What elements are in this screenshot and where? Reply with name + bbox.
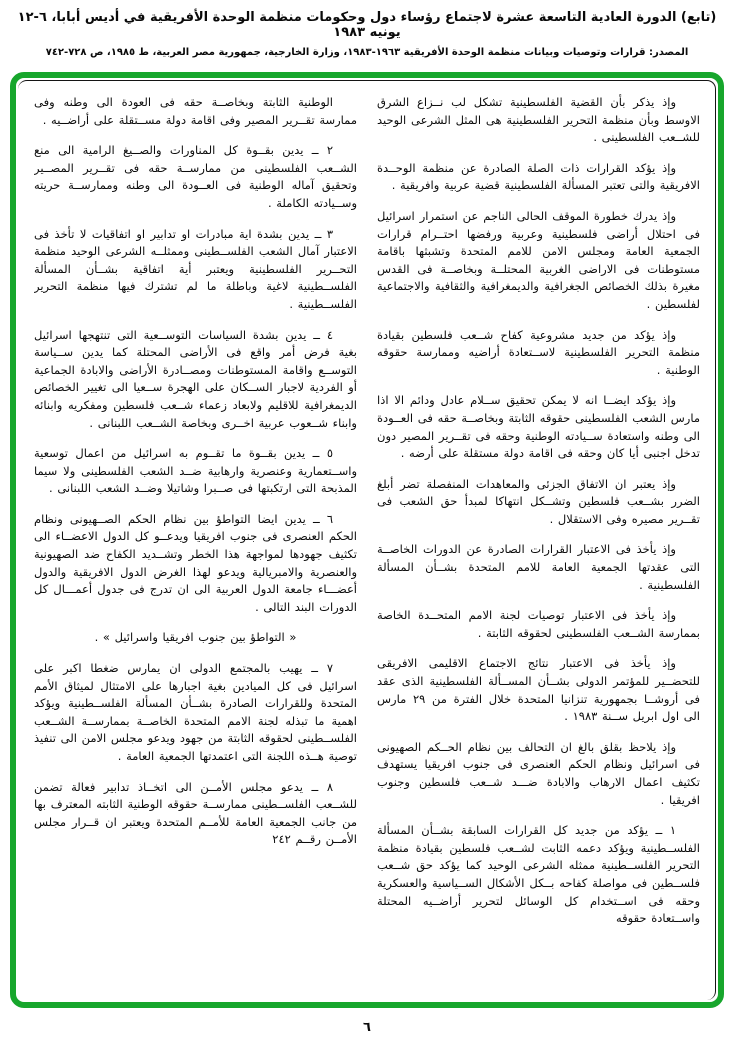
column-left [34,94,357,992]
paragraph: وإذ يعتبر ان الاتفاق الجزئى والمعاهدات المنفصلة تضر أبلغ الضرر بشــعب فلسطين وتشــكل انتهاكا لمبدأ حق الشعب فى تقــرير مصيره وفى الاستقلال . [377,476,700,526]
paragraph: ٦ ــ يدين ايضا التواطؤ بين نظام الحكم الصــهيونى ونظام الحكم العنصرى فى جنوب افريقيا ويدعــو كل الدول الاعضــاء الى تكثيف جهودها لمواجهة هذا الخطر وتشــديد الكفاح ضد الصهيونية والعنصرية والامبريالية ويدعو لهذا الغرض الدول الافريقية والدول أعضـــاء جامعة الدول العربية الى ان تدرج فى جدول أعمـــال كل الدورات البند التالى . [34,511,357,614]
green-border-frame [10,72,724,1008]
paragraph: وإذ يدرك خطورة الموقف الحالى الناجم عن استمرار اسرائيل فى احتلال أراضى فلسطينية وعربية ورفضها احتــرام قرارات الجمعية العامة ومجلس الامن للامم المتحدة وتشبثها باقامة مستوطنات فى الاراضى الغربية المحتلــة وبخاصــة فى القدس مغيرة بذلك الخصائص الجغرافية والديمغرافية والثقافية والاجتماعية لفلسطين . [377,208,700,311]
paragraph: وإذ يؤكد من جديد مشروعية كفاح شــعب فلسطين بقيادة منظمة التحرير الفلسطينية لاســتعادة أراضيه وممارسة حقوقه الوطنية . [377,327,700,377]
page-number: ٦ [363,1020,371,1035]
paragraph: ١ ــ يؤكد من جديد كل القرارات السابقة بشــأن المسألة الفلســطينية ويؤكد دعمه الثابت لشــعب فلسطين بقيادة منظمة التحرير الفلســطينية ممثله الشرعى الوحيد كما يؤكد حق شــعب فلســطين فى مواصلة كفاحه بــكل الأشكال الســياسية والعسكرية وحقه فى اســتخدام كل الوسائل لتحرير أراضــيه المحتلة واســتعادة حقوقه [377,823,700,926]
paragraph: ٤ ــ يدين بشدة السياسات التوســعية التى تنتهجها اسرائيل بغية فرض أمر واقع فى الأراضى المحتلة كما يدين ســياسة التوســع واقامة المستوطنات ومصــادرة الأراضى والابادة الجماعية أو الفردية لاجبار الســكان على الهجرة ســعيا الى تغيير الخصائص الديمغرافية للاقليم ولابعاد زعماء شــعب فلسطين ومفكريه وابنائه وابناء شــعوب عربية اخــرى وبخاصة الشــعب اللبنانى . [34,327,357,430]
paragraph: ٥ ــ يدين بقــوة ما تقــوم به اسرائيل من اعمال توسعية واســتعمارية وعنصرية وارهابية ضــد الشعب الفلسطينى ولا سيما المذبحة التى ارتكبتها فى صــبرا وشاتيلا وضــد الشعب اللبنانى . [34,446,357,496]
text-columns [34,94,700,992]
paragraph: وإذ يؤكد القرارات ذات الصلة الصادرة عن منظمة الوحــدة الافريقية والتى تعتبر المسألة الفلسطينية قضية عربية وافريقية . [377,160,700,193]
paragraph: ٧ ــ يهيب بالمجتمع الدولى ان يمارس ضغطا اكبر على اسرائيل فى كل الميادين بغية اجبارها على الامتثال لميثاق الأمم المتحدة وللقرارات الصادرة بشــأن المسألة الفلســطينية ويؤكد اهمية ما تبذله لجنة الامم المتحدة الخاصــة بممارســة الشــعب الفلســطينى لحقوقه الثابتة من جهود ويدعو مجلس الامن الى تنفيذ توصية هــذه اللجنة التى اعتمدتها الجمعية العامة . [34,661,357,763]
document-title: (تابع) الدورة العادية التاسعة عشرة لاجتماع رؤساء دول وحكومات منظمة الوحدة الأفريقية في أديس أبابا، ٦-١٢ يونيه ١٩٨٣ [17,10,717,40]
column-right [377,94,700,992]
paragraph: وإذ يأخذ فى الاعتبار نتائج الاجتماع الاقليمى الافريقى للتحضــير للمؤتمر الدولى بشــأن المســألة الفلسطينية الذى عقد فى أروشــا بجمهورية تنزانيا المتحدة خلال الفترة من ٢٩ مارس الى اول ابريل ســنة ١٩٨٣ . [377,656,700,724]
paragraph: وإذ يأخذ فى الاعتبار توصيات لجنة الامم المتحــدة الخاصة بممارسة الشــعب الفلسطينى لحقوقه الثابتة . [377,608,700,640]
document-source-line: المصدر: قرارات وتوصيات وبيانات منظمة الوحدة الأفريقية ١٩٦٣-١٩٨٣، وزارة الخارجية، جمهورية مصر العربية، ط ١٩٨٥، ص ٧٢٨-٧٤٢ [45,47,689,58]
paragraph: وإذ يؤكد ايضــا انه لا يمكن تحقيق ســلام عادل ودائم الا اذا مارس الشعب الفلسطينى حقوقه الثابتة وبخاصــة حقه فى العــودة الى وطنه واستعادة ســيادته الوطنية وحقه فى تقــرير المصير دون تدخل اجنبى أيا كان وحقه فى اقامة دولة مستقلة على أرضه . [377,393,700,461]
paragraph: « التواطؤ بين جنوب افريقيا واسرائيل » . [94,630,297,645]
paragraph: وإذ يلاحظ بقلق بالغ ان التحالف بين نظام الحــكم الصهيونى فى اسرائيل ونظام الحكم العنصرى فى جنوب افريقيا يستهدف تكثيف اعمال الارهاب والابادة ضـــد شــعب فلسطين وجنوب افريقيا . [377,739,700,807]
paragraph: وإذ يذكر بأن القضية الفلسطينية تشكل لب نــزاع الشرق الاوسط وبأن منظمة التحرير الفلسطينية هى المثل الشرعى الوحيد للشــعب الفلسطينى . [377,95,700,145]
paragraph: الوطنية الثابتة وبخاصــة حقه فى العودة الى وطنه وفى ممارسة تقــرير المصير وفى اقامة دولة مســتقلة على أراضــيه . [34,95,357,127]
page-header [0,0,734,58]
paragraph: ٢ ــ يدين بقــوة كل المناورات والصــيغ الرامية الى منع الشــعب الفلسطينى من ممارســة حقه فى تقــرير المصــير وتحقيق آماله الوطنية فى العــودة الى وطنه وممارســة حريته وســيادته الكاملة . [34,143,357,210]
paragraph: ٨ ــ يدعو مجلس الأمــن الى اتخــاذ تدابير فعالة تضمن للشــعب الفلســطينى ممارســة حقوقه الوطنية الثابته المعترف بها من جانب الجمعية العامة للأمــم المتحدة ويعتبر ان قــرار مجلس الأمــن رقــم ٢٤٢ [34,779,357,847]
paragraph: وإذ يأخذ فى الاعتبار القرارات الصادرة عن الدورات الخاصــة التى عقدتها الجمعية العامة للامم المتحدة بشــأن المسألة الفلسطينية . [377,542,700,592]
paragraph: ٣ ــ يدين بشدة اية مبادرات او تدابير او اتفاقيات لا تأخذ فى الاعتبار آمال الشعب الفلســطينى وممثلــه الشرعى الوحيد منظمة التحــرير الفلسطينية ويعتبر أية اتفاقية بشــأن المسألة الفلســطينية لاغية وباطلة ما لم تشترك فيها منظمة التحرير الفلســطينية . [34,226,357,311]
